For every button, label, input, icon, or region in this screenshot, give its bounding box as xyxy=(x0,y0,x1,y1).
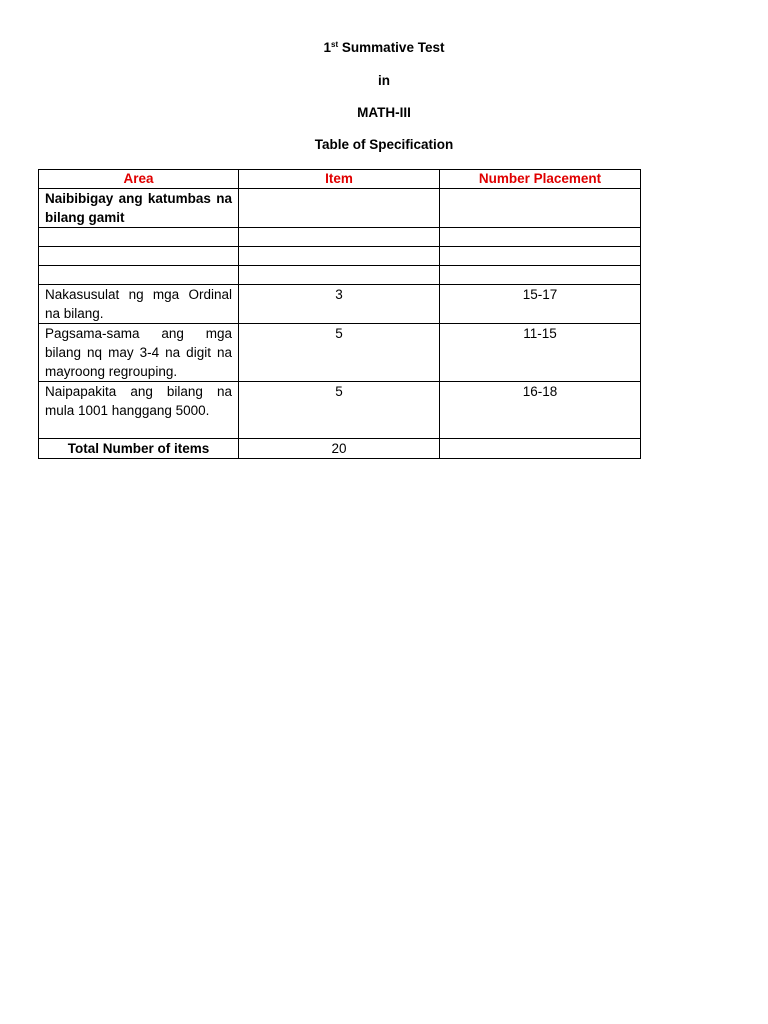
table-row xyxy=(39,285,641,324)
placement-cell: 15-17 xyxy=(440,285,641,324)
column-header-number-placement: Number Placement xyxy=(440,170,641,189)
item-cell xyxy=(239,228,440,247)
table-row xyxy=(39,228,641,247)
specification-table xyxy=(38,169,641,459)
table-row xyxy=(39,247,641,266)
column-header-item: Item xyxy=(239,170,440,189)
area-cell xyxy=(39,247,239,266)
table-row xyxy=(39,266,641,285)
placement-cell: 16-18 xyxy=(440,382,641,439)
placement-cell xyxy=(440,189,641,228)
test-title xyxy=(0,40,768,55)
document-subtitle: Table of Specification xyxy=(314,137,454,152)
title-number: 1 xyxy=(323,40,332,55)
item-cell: 3 xyxy=(239,285,440,324)
total-label: Total Number of items xyxy=(39,439,239,459)
item-cell xyxy=(239,266,440,285)
area-cell: Naibibigay ang katumbas na bilang gamit xyxy=(39,189,239,228)
title-connector: in xyxy=(378,73,390,88)
table-row xyxy=(39,382,641,439)
table-row xyxy=(39,189,641,228)
placement-cell xyxy=(440,266,641,285)
area-cell: Naipapakita ang bilang na mula 1001 hanggang 5000. xyxy=(39,382,239,439)
placement-cell: 11-15 xyxy=(440,324,641,382)
area-cell xyxy=(39,266,239,285)
placement-cell xyxy=(440,247,641,266)
table-header-row xyxy=(39,170,641,189)
placement-cell xyxy=(440,228,641,247)
total-row xyxy=(39,439,641,459)
total-placement-cell xyxy=(440,439,641,459)
area-cell: Nakasusulat ng mga Ordinal na bilang. xyxy=(39,285,239,324)
item-cell: 5 xyxy=(239,324,440,382)
item-cell: 5 xyxy=(239,382,440,439)
table-row xyxy=(39,324,641,382)
title-text: Summative Test xyxy=(338,40,445,55)
area-cell: Pagsama-sama ang mga bilang nq may 3-4 na digit na mayroong regrouping. xyxy=(39,324,239,382)
item-cell xyxy=(239,247,440,266)
subject-title: MATH-III xyxy=(357,105,411,120)
item-cell xyxy=(239,189,440,228)
column-header-area: Area xyxy=(39,170,239,189)
total-item-count: 20 xyxy=(239,439,440,459)
title-ordinal-suffix: st xyxy=(331,40,339,49)
area-cell xyxy=(39,228,239,247)
